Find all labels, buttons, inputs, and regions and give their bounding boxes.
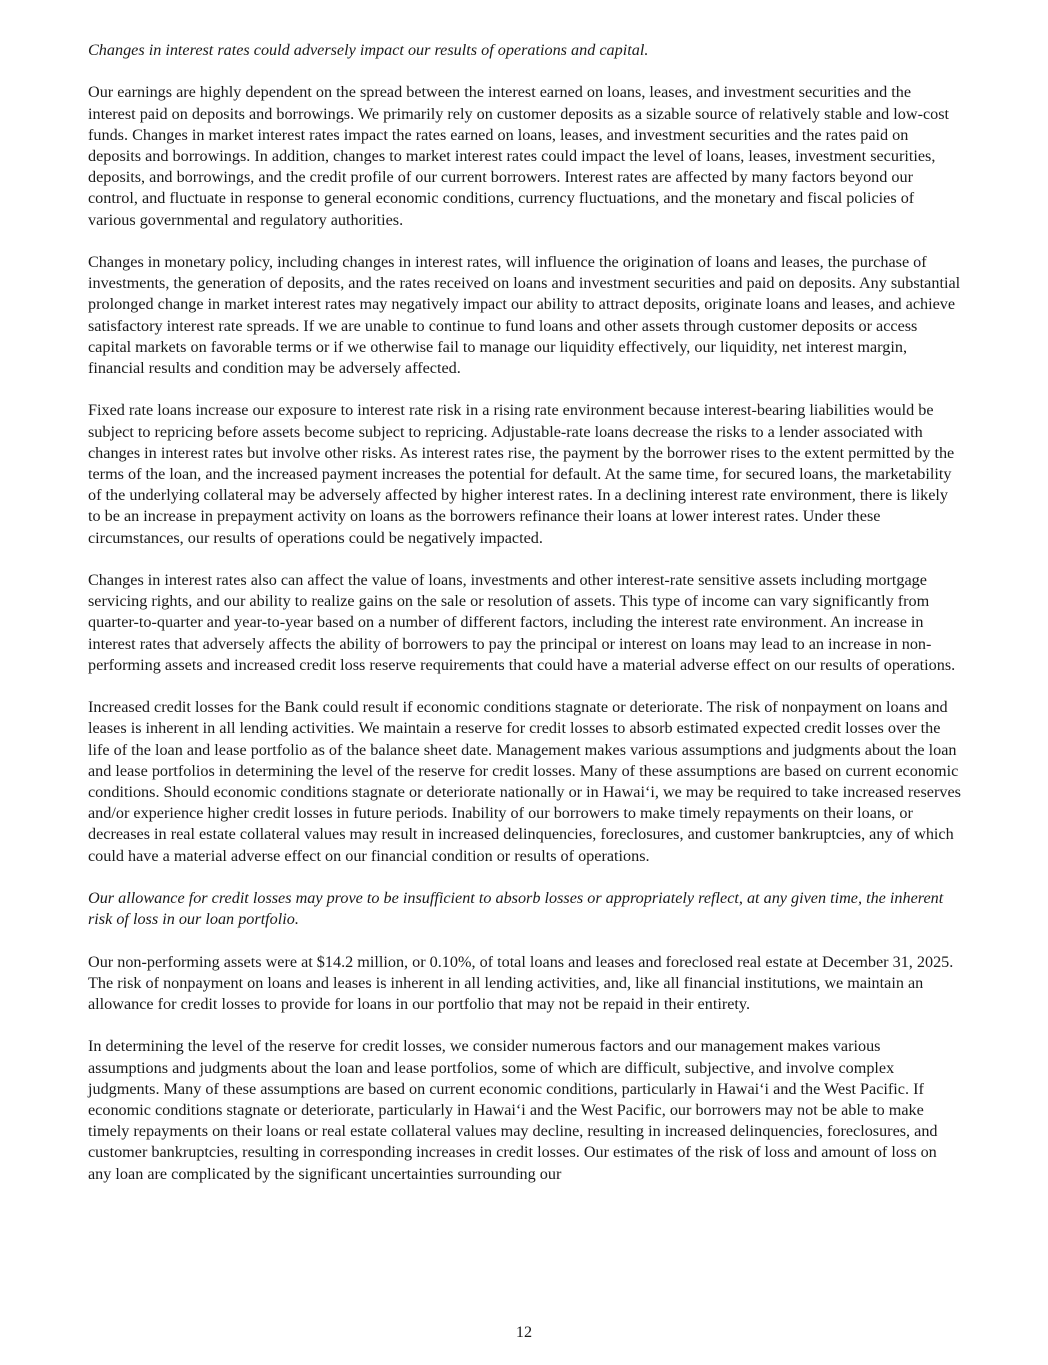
paragraph-reserve-level: In determining the level of the reserve for credit losses, we consider numerous factors and our management makes various assumptions and judgments about the loan and lease portfolios, some of which are difficult, subjective, and involve complex judgments. Many of these assumptions are based on current economic conditions, particularly in Hawai‘i and the West Pacific. If economic conditions stagnate or deteriorate, particularly in Hawai‘i and the West Pacific, our borrowers may not be able to make timely repayments on their loans or real estate collateral values may decline, resulting in increased delinquencies, foreclosures, and customer bankruptcies, resulting in corresponding increases in credit losses. Our estimates of the risk of loss and amount of loss on any loan are complicated by the significant uncertainties surrounding our: [88, 1037, 938, 1183]
section-heading-allowance: Our allowance for credit losses may prove to be insufficient to absorb losses or appropriately reflect, at any given time, the inherent risk of loss in our loan portfolio.: [88, 889, 944, 929]
paragraph-monetary-policy: Changes in monetary policy, including changes in interest rates, will influence the origination of loans and leases, the purchase of investments, the generation of deposits, and the rates received on loans and investment securities and paid on deposits. Any substantial prolonged change in market interest rates may negatively impact our ability to attract deposits, originate loans and leases, and achieve satisfactory interest rate spreads. If we are unable to continue to fund loans and other assets through customer deposits or access capital markets on favorable terms or if we otherwise fail to manage our liquidity effectively, our liquidity, net interest margin, financial results and condition may be adversely affected.: [88, 253, 961, 378]
paragraph-non-performing-assets: Our non-performing assets were at $14.2 million, or 0.10%, of total loans and leases and foreclosed real estate at December 31, 2025. The risk of nonpayment on loans and leases is inherent in all lending activities, and, like all financial institutions, we maintain an allowance for credit losses to provide for loans in our portfolio that may not be repaid in their entirety.: [88, 952, 954, 1014]
paragraph-earnings-spread: Our earnings are highly dependent on the spread between the interest earned on loans, leases, and investment securities and the interest paid on deposits and borrowings. We primarily rely on customer deposits as a sizable source of relatively stable and low-cost funds. Changes in market interest rates impact the rates earned on loans, leases, and investment securities and the rates paid on deposits and borrowings. In addition, changes to market interest rates could impact the level of loans, leases, investment securities, deposits, and borrowings, and the credit profile of our current borrowers. Interest rates are affected by many factors beyond our control, and fluctuate in response to general economic conditions, currency fluctuations, and the monetary and fiscal policies of various governmental and regulatory authorities.: [88, 83, 950, 229]
section-heading-interest-rates: Changes in interest rates could adversely impact our results of operations and capital.: [88, 41, 649, 59]
document-body: [88, 40, 962, 1206]
page-number: 12: [515, 1323, 533, 1341]
paragraph-fixed-rate-loans: Fixed rate loans increase our exposure to interest rate risk in a rising rate environment because interest-bearing liabilities would be subject to repricing before assets become subject to repricing. Adjustable-rate loans decrease the risks to a lender associated with changes in interest rates but involve other risks. As interest rates rise, the payment by the borrower rises to the extent permitted by the terms of the loan, and the increased payment increases the potential for default. At the same time, for secured loans, the marketability of the underlying collateral may be adversely affected by higher interest rates. In a declining interest rate environment, there is likely to be an increase in prepayment activity on loans as the borrowers refinance their loans at lower interest rates. Under these circumstances, our results of operations could be negatively impacted.: [88, 401, 955, 547]
paragraph-credit-losses: Increased credit losses for the Bank could result if economic conditions stagnate or deteriorate. The risk of nonpayment on loans and leases is inherent in all lending activities. We maintain a reserve for credit losses to absorb estimated expected credit losses over the life of the loan and lease portfolio as of the balance sheet date. Management makes various assumptions and judgments about the loan and lease portfolios in determining the level of the reserve for credit losses. Many of these assumptions are based on current economic conditions. Should economic conditions stagnate or deteriorate nationally or in Hawai‘i, we may be required to take increased reserves and/or experience higher credit losses in future periods. Inability of our borrowers to make timely repayments on their loans, or decreases in real estate collateral values may result in increased delinquencies, foreclosures, and customer bankruptcies, any of which could have a material adverse effect on our financial condition or results of operations.: [88, 698, 961, 865]
paragraph-asset-values: Changes in interest rates also can affect the value of loans, investments and other interest-rate sensitive assets including mortgage servicing rights, and our ability to realize gains on the sale or resolution of assets. This type of income can vary significantly from quarter-to-quarter and year-to-year based on a number of different factors, including the interest rate environment. An increase in interest rates that adversely affects the ability of borrowers to pay the principal or interest on loans may lead to an increase in non-performing assets and increased credit loss reserve requirements that could have a material adverse effect on our results of operations.: [88, 571, 956, 674]
